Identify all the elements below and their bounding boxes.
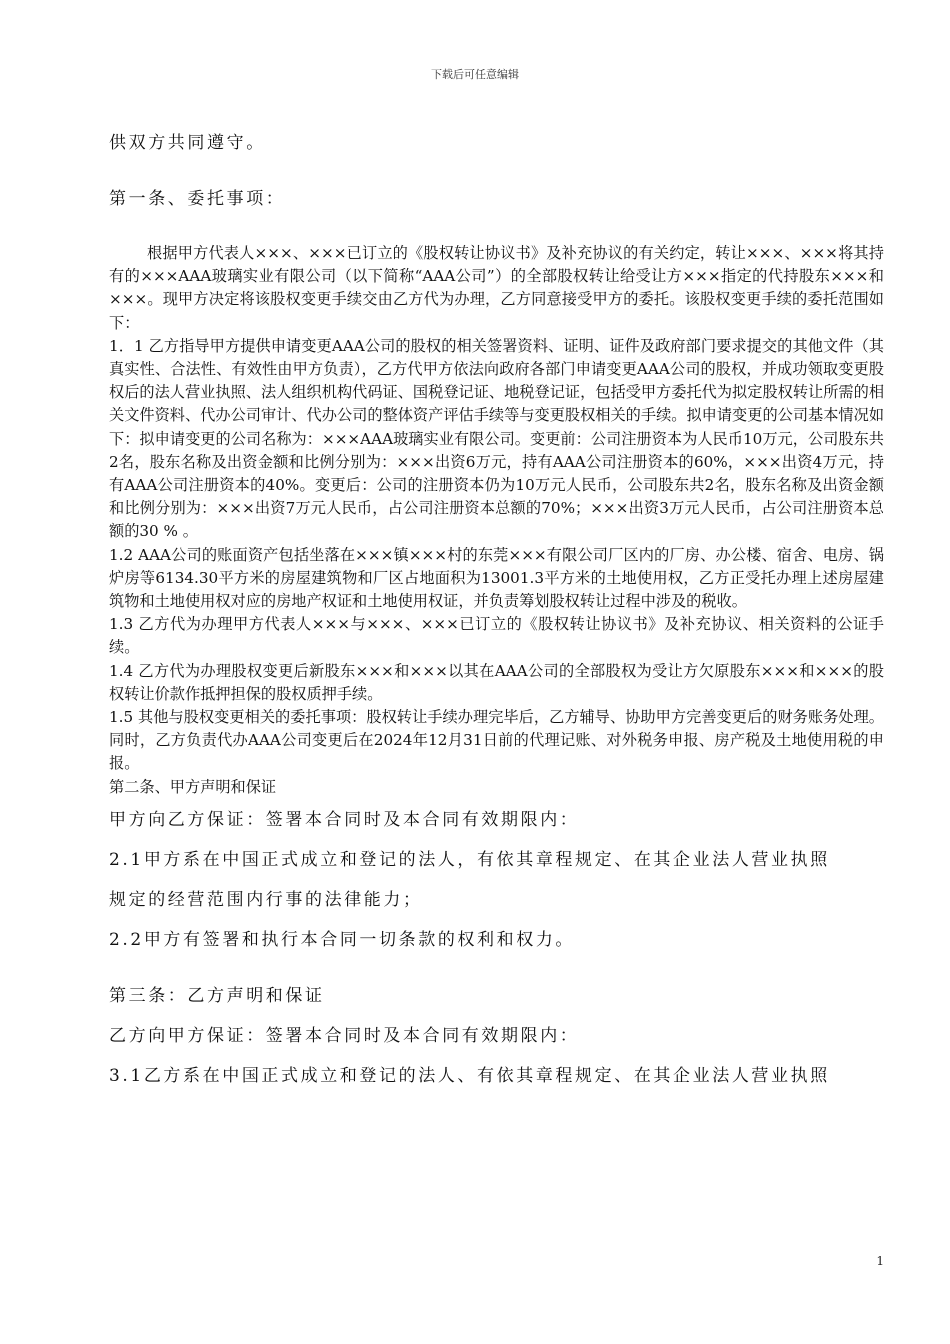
document-body	[109, 130, 884, 1089]
heading-article-1: 第一条、委托事项：	[109, 189, 286, 209]
clause-1-3: 1.3 乙方代为办理甲方代表人×××与×××、×××已订立的《股权转让协议书》及补充协议、相关资料的公证手续。	[109, 615, 884, 657]
clause-1-2: 1.2 AAA公司的账面资产包括坐落在×××镇×××村的东莞×××有限公司厂区内的厂房、办公楼、宿舍、电房、锅炉房等6134.30平方米的房屋建筑物和厂区占地面积为13001.3平方米的土地使用权，乙方正受托办理上述房屋建筑物和土地使用权对应的房地产权证和土地使用权证，并负责筹划股权转让过程中涉及的税收。	[109, 545, 884, 611]
paragraph-party-b-guarantee: 乙方向甲方保证：签署本合同时及本合同有效期限内：	[109, 1025, 580, 1046]
paragraph-intro: 根据甲方代表人×××、×××已订立的《股权转让协议书》及补充协议的有关约定，转让×××、×××将其持有的×××AAA玻璃实业有限公司（以下简称“AAA公司”）的全部股权转让给受让方×××指定的代持股东×××和×××。现甲方决定将该股权变更手续交由乙方代为办理，乙方同意接受甲方的委托。该股权变更手续的委托范围如下：	[109, 244, 884, 332]
clause-1-5: 1.5 其他与股权变更相关的委托事项：股权转让手续办理完毕后，乙方辅导、协助甲方完善变更后的财务账务处理。同时，乙方负责代办AAA公司变更后在2024年12月31日前的代理记账、对外税务申报、房产税及土地使用税的申报。	[109, 708, 884, 773]
page-number: 1	[876, 1254, 884, 1268]
clause-2-1-line-2: 规定的经营范围内行事的法律能力；	[109, 889, 423, 910]
paragraph-party-a-guarantee: 甲方向乙方保证：签署本合同时及本合同有效期限内：	[109, 809, 580, 830]
clause-2-1-line-1: 2.1甲方系在中国正式成立和登记的法人，有依其章程规定、在其企业法人营业执照	[109, 849, 830, 870]
heading-article-2: 第二条、甲方声明和保证	[109, 777, 277, 796]
clause-3-1-line-1: 3.1乙方系在中国正式成立和登记的法人、有依其章程规定、在其企业法人营业执照	[109, 1065, 830, 1086]
paragraph-closing: 供双方共同遵守。	[109, 133, 266, 153]
clause-1-1: 1．1 乙方指导甲方提供申请变更AAA公司的股权的相关签署资料、证明、证件及政府部门要求提交的其他文件（其真实性、合法性、有效性由甲方负责），乙方代甲方依法向政府各部门申请变更AAA公司的股权，并成功领取变更股权后的法人营业执照、法人组织机构代码证、国税登记证、地税登记证，包括受甲方委托代为拟定股权转让所需的相关文件资料、代办公司审计、代办公司的整体资产评估手续等与变更股权相关的手续。拟申请变更的公司基本情况如下：拟申请变更的公司名称为：×××AAA玻璃实业有限公司。变更前：公司注册资本为人民币10万元，公司股东共2名，股东名称及出资金额和比例分别为：×××出资6万元，持有AAA公司注册资本的60%，×××出资4万元，持有AAA公司注册资本的40%。变更后：公司的注册资本仍为10万元人民币，公司股东共2名，股东名称及出资金额和比例分别为：×××出资7万元人民币，占公司注册资本总额的70%；×××出资3万元人民币，占公司注册资本总额的30 % 。	[109, 336, 884, 541]
heading-article-3: 第三条：乙方声明和保证	[109, 985, 325, 1006]
page-header: 下载后可任意编辑	[431, 68, 519, 81]
clause-2-2: 2.2甲方有签署和执行本合同一切条款的权利和权力。	[109, 929, 576, 950]
clause-1-4: 1.4 乙方代为办理股权变更后新股东×××和×××以其在AAA公司的全部股权为受让方欠原股东×××和×××的股权转让价款作抵押担保的股权质押手续。	[109, 661, 884, 703]
